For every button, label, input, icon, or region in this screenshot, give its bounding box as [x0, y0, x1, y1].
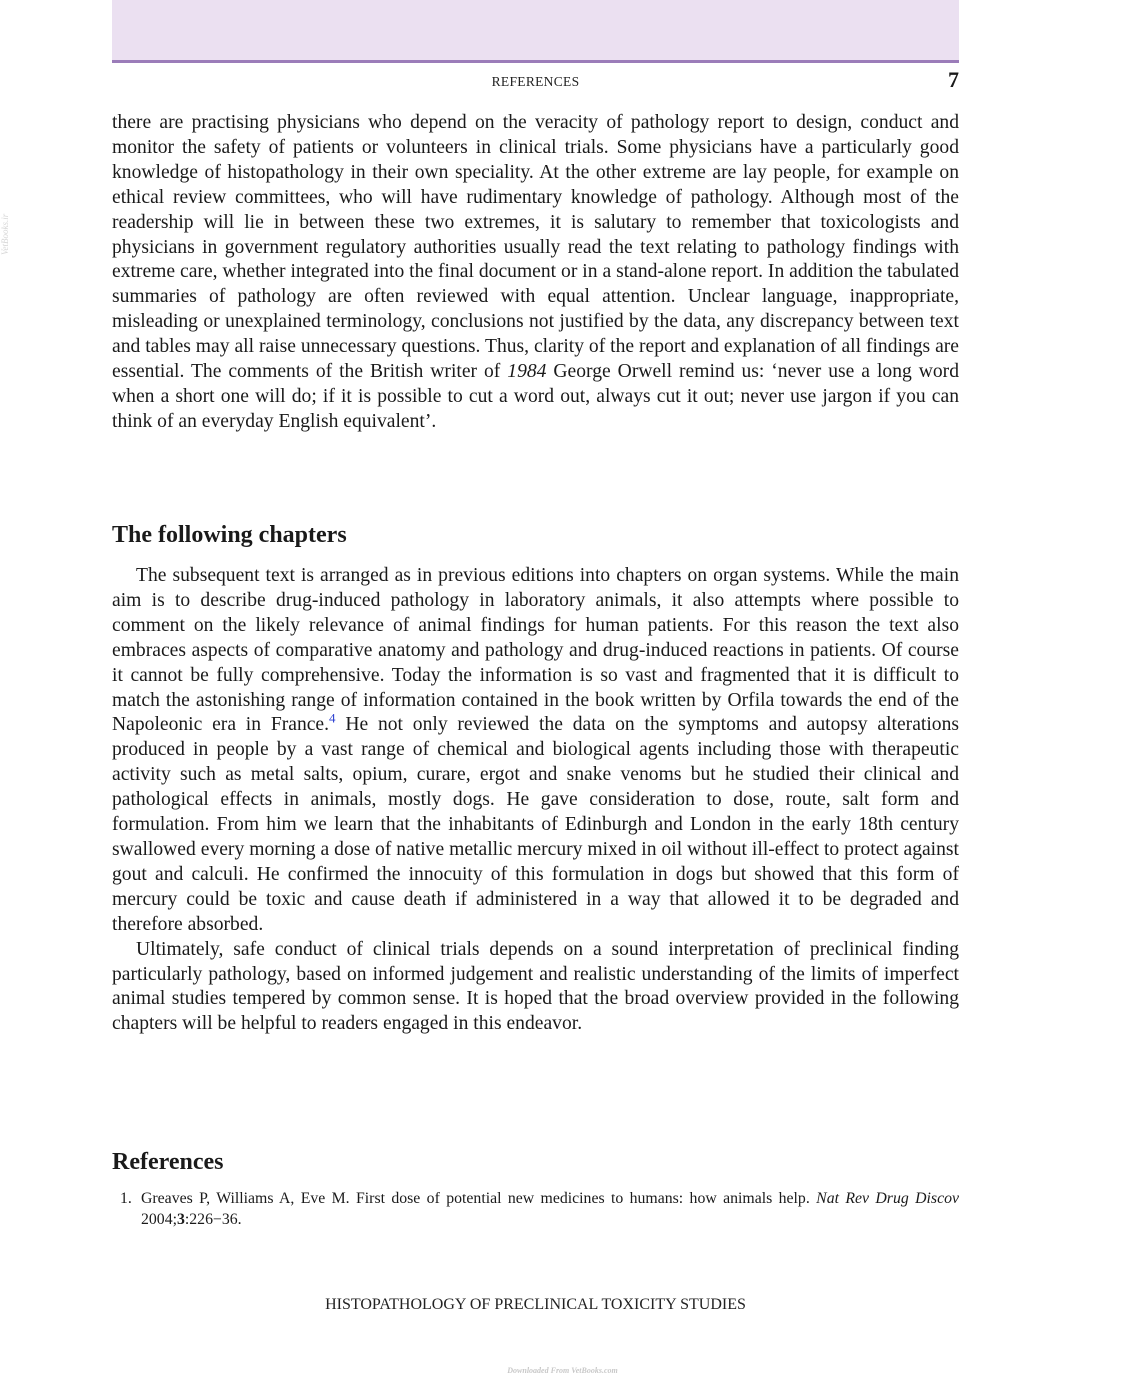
- reference-item: [112, 1188, 959, 1230]
- following-text-a: The subsequent text is arranged as in previous editions into chapters on organ systems. While the main aim is to describe drug-induced pathology in laboratory animals, it also attempts where possible to comment on the likely relevance of animal findings for human patients. For this reason the text also embraces aspects of comparative anatomy and pathology and drug-induced reactions in patients. Of course it cannot be fully comprehensive. Today the information is so vast and fragmented that it is difficult to match the astonishing range of information contained in the book written by Orfila towards the end of the Napoleonic era in France.: [112, 565, 959, 736]
- following-paragraph-2: Ultimately, safe conduct of clinical trials depends on a sound interpretation of preclinical finding particularly pathology, based on informed judgement and realistic understanding of the limits of imperfect animal studies tempered by common sense. It is hoped that the broad overview provided in the following chapters will be helpful to readers engaged in this endeavor.: [112, 938, 959, 1035]
- section-heading-references: References: [112, 1149, 224, 1175]
- header-band: [112, 0, 959, 60]
- reference-volume: 3: [176, 1211, 185, 1228]
- following-paragraph-1: [112, 564, 959, 938]
- reference-journal: Nat Rev Drug Discov: [816, 1190, 959, 1207]
- bottom-watermark: Downloaded From VetBooks.com: [507, 1366, 618, 1375]
- book-title-1984: 1984: [507, 361, 547, 383]
- reference-number: 1.: [120, 1190, 132, 1207]
- reference-pages: :226−36.: [184, 1211, 242, 1228]
- header-rule: [112, 60, 959, 63]
- citation-link-4[interactable]: 4: [329, 710, 336, 726]
- side-watermark: VetBooks.ir: [0, 213, 10, 255]
- intro-text-2: George Orwell remind us: ‘never use a long word when a short one will do; if it is possible to cut a word out, always cut it out; never use jargon if you can think of an everyday English equivalent’.: [112, 361, 959, 432]
- reference-year: 2004;: [141, 1211, 177, 1228]
- intro-paragraph: [112, 111, 959, 435]
- running-head: REFERENCES: [491, 74, 580, 89]
- page-number: 7: [948, 67, 959, 92]
- reference-list: [112, 1188, 959, 1230]
- intro-text-1: there are practising physicians who depend on the veracity of pathology report to design, conduct and monitor the safety of patients or volunteers in clinical trials. Some physicians have a particularly good knowledge of histopathology in their own speciality. At the other extreme are lay people, for example on ethical review committees, who will have rudimentary knowledge of pathology. Although most of the readership will lie in between these two extremes, it is salutary to remember that toxicologists and physicians in government regulatory authorities usually read the text relating to pathology findings with extreme care, whether integrated into the final document or in a stand-alone report. In addition the tabulated summaries of pathology are often reviewed with equal attention. Unclear language, inappropriate, misleading or unexplained terminology, conclusions not justified by the data, any discrepancy between text and tables may all raise unnecessary questions. Thus, clarity of the report and explanation of all findings are essential. The comments of the British writer of: [112, 112, 959, 383]
- footer-book-title: HISTOPATHOLOGY OF PRECLINICAL TOXICITY STUDIES: [325, 1296, 746, 1313]
- section-heading-following-chapters: The following chapters: [112, 522, 347, 548]
- following-chapters-body: [112, 564, 959, 1037]
- following-text-b: He not only reviewed the data on the symptoms and autopsy alterations produced in people by a vast range of chemical and biological agents including those with therapeutic activity such as metal salts, opium, curare, ergot and snake venoms but he studied their clinical and pathological effects in animals, mostly dogs. He gave consideration to dose, route, salt form and formulation. From him we learn that the inhabitants of Edinburgh and London in the early 18th century swallowed every morning a dose of native metallic mercury mixed in oil without ill-effect to protect against gout and calculi. He confirmed the innocuity of this formulation in dogs but showed that this form of mercury could be toxic and cause death if administered in a way that allowed it to be degraded and therefore absorbed.: [112, 714, 959, 935]
- reference-authors-title: Greaves P, Williams A, Eve M. First dose of potential new medicines to humans: how animals help.: [141, 1190, 817, 1207]
